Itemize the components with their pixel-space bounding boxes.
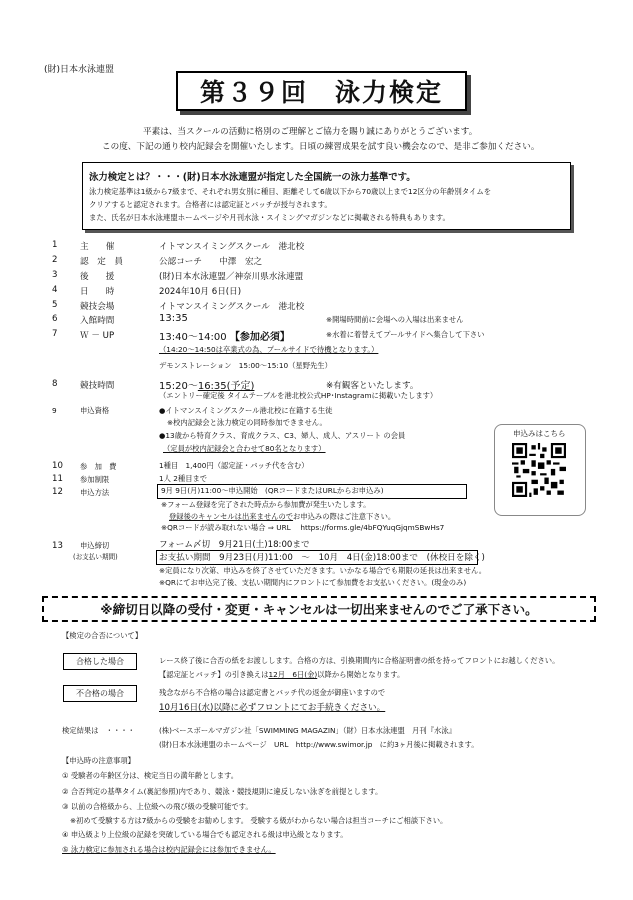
item-value: 2024年10月 6日(日) — [159, 287, 242, 297]
item-label: 申込方法 — [80, 488, 110, 497]
item-value: 公認コーチ 中澤 宏之 — [159, 257, 263, 267]
results-section-heading: 【検定の合否について】 — [62, 631, 143, 640]
eligibility-line: （定員が校内記録会と合わせて80名となります） — [163, 444, 326, 453]
deadline-note: ※定員になり次第、申込みを終了させていただきます。いかなる場合でも期限の延長は出来ません。 — [159, 566, 487, 575]
item-value: イトマンスイミングスクール 港北校 — [159, 242, 305, 252]
pass-label: 合格した場合 — [76, 657, 124, 666]
item-number: 12 — [52, 487, 63, 497]
intro-line-2: この度、下記の通り校内記録会を開催いたします。日頃の練習成果を試す良い機会なので、是非ご参加ください。 — [102, 142, 540, 152]
item-number: 8 — [52, 379, 58, 389]
warmup-sub-note: （14:20～14:50は卒業式の為、プールサイドで待機となります。） — [159, 345, 379, 354]
item-number: 5 — [52, 300, 58, 310]
cancellation-banner-text: ※締切日以降の受付・変更・キャンセルは一切出来ませんのでご了承下さい。 — [100, 602, 538, 617]
about-line-2: クリアすると認定されます。合格者には認定証とバッチが授与されます。 — [89, 200, 332, 209]
publish-line-2: (財)日本水泳連盟のホームページ URL http://www.swimor.jp に約3ヶ月後に掲載されます。 — [159, 740, 479, 749]
application-url[interactable]: ※QRコードが読み取れない場合 ⇒ URL https://forms.gle/4bFQYuqGjqmSBwHs7 — [161, 523, 445, 532]
warmup-time: 13:40～14:00 【参加必須】 — [159, 332, 290, 343]
about-heading: 泳力検定とは？・・・(財)日本水泳連盟が指定した全国統一の泳力基準です。 — [89, 172, 416, 183]
about-line-3: また、氏名が日本水泳連盟ホームページや月刊水泳・スイミングマガジンなどに掲載される特典もあります。 — [89, 213, 450, 222]
publish-line-1: (株)ベースボールマガジン社「SWIMMING MAGAZIN」（財）日本水泳連盟 月刊『水泳』 — [159, 726, 456, 735]
competition-time: 15:20～16:35(予定) — [159, 381, 255, 392]
note-item: ③ 以前の合格級から、上位級への飛び級の受験可能です。 — [62, 802, 253, 811]
eligibility-line: ●イトマンスイミングスクール港北校に在籍する生徒 — [159, 406, 333, 415]
item-label: 参加制限 — [80, 475, 110, 484]
limit-value: 1人 2種目まで — [159, 474, 208, 483]
form-deadline: フォーム〆切 9月21日(土)18:00まで — [159, 540, 310, 550]
note-item: ② 合否判定の基準タイム(裏記参照)内であり、競泳・競技規則に違反しない泳ぎを前提とします。 — [62, 787, 383, 796]
fail-label-box — [63, 685, 137, 702]
item-label: 入館時間 — [80, 316, 115, 326]
item-value: イトマンスイミングスクール 港北校 — [159, 302, 305, 312]
organization-name: (財)日本水泳連盟 — [44, 65, 115, 75]
item-label-sub: (お支払い期間) — [73, 553, 118, 561]
entry-time: 13:35 — [159, 313, 188, 324]
note-item: ※初めて受験する方は7級からの受験をお勧めします。 受験する級がわからない場合は担当コーチにご相談下さい。 — [70, 816, 448, 825]
item-label: 後 援 — [80, 272, 115, 282]
note-item: ④ 申込級より上位級の記録を突破している場合でも認定される級は申込級となります。 — [62, 830, 348, 839]
demonstration: デモンストレーション 15:00～15:10（星野先生） — [159, 361, 332, 370]
item-number: 4 — [52, 285, 58, 295]
item-number: 1 — [52, 240, 58, 250]
item-label: 参 加 費 — [80, 462, 117, 471]
fee-value: 1種目 1,400円（認定証・バッチ代を含む） — [159, 461, 309, 470]
note-item: ⑤ 泳力検定に参加される場合は校内記録会には参加できません。 — [62, 845, 276, 854]
deadline-note: ※QRにてお申込完了後、支払い期間内にフロントにて参加費をお支払いください。(現金のみ) — [159, 578, 467, 587]
item-label: 申込資格 — [80, 406, 110, 415]
item-number: 11 — [52, 474, 63, 484]
item-number: 3 — [52, 270, 58, 280]
eligibility-line: ●13歳から特育クラス、育成クラス、C3、婦人、成人、アスリート の会員 — [159, 431, 406, 440]
fail-line-2: 10月16日(水)以降に必ずフロントにてお手続きください。 — [159, 703, 386, 713]
eligibility-line: ※校内記録会と泳力検定の同時参加できません。 — [167, 418, 327, 427]
item-value: (財)日本水泳連盟／神奈川県水泳連盟 — [159, 272, 304, 282]
item-number: 7 — [52, 329, 58, 339]
payment-period: お支払い期間 9月23日(月)11:00 ～ 10月 4日(金)18:00まで (休校日を除く) — [159, 553, 485, 563]
pass-line-2: 【認定証とバッチ】の引き換えは12月 6日(金)以降から開始となります。 — [159, 670, 405, 679]
item-label: 主 催 — [80, 242, 115, 252]
item-number: 10 — [52, 461, 63, 471]
item-number: 6 — [52, 314, 58, 324]
application-note: ※フォーム登録を完了された時点から参加費が発生いたします。 — [161, 500, 371, 509]
application-start: 9月 9日(月)11:00～申込開始 (QRコードまたはURLからお申込み) — [161, 486, 384, 495]
note-item: ① 受験者の年齢区分は、検定当日の満年齢とします。 — [62, 771, 239, 780]
page-title: 第３９回 泳力検定 — [199, 78, 443, 107]
item-label: 認 定 員 — [80, 257, 123, 267]
item-label: 競技会場 — [80, 302, 115, 312]
timetable-note: （エントリー確定後 タイムテーブルを港北校公式HP･Instagramに掲載いたします） — [159, 391, 438, 400]
item-number: 13 — [52, 541, 63, 551]
item-number: 9 — [52, 406, 57, 415]
competition-note: ※有観客といたします。 — [326, 381, 419, 391]
item-label: Ｗ － UP — [80, 331, 115, 341]
about-line-1: 泳力検定基準は1級から7級まで、それぞれ男女別に種目、距離そして6歳以下から70歳以上まで12区分の年齢別タイムを — [89, 187, 492, 196]
fail-label: 不合格の場合 — [76, 689, 124, 698]
item-label: 申込締切 — [80, 541, 110, 550]
item-label: 日 時 — [80, 287, 115, 297]
about-box — [82, 162, 571, 230]
item-number: 2 — [52, 255, 58, 265]
publish-label: 検定結果は ・・・・ — [62, 726, 135, 735]
pass-label-box — [63, 653, 137, 670]
pass-line-1: レース終了後に合否の紙をお渡しします。合格の方は、引換期間内に合格証明書の紙を持ってフロントにお越しください。 — [159, 656, 560, 665]
warmup-note: ※水着に着替えてプールサイドへ集合して下さい — [326, 330, 485, 339]
cancellation-banner — [42, 596, 596, 622]
qr-code-icon[interactable] — [512, 443, 566, 497]
entry-note: ※開場時間前に会場への入場は出来ません — [326, 315, 464, 324]
application-note: 登録後のキャンセルは出来ませんのでお申込みの際はご注意下さい。 — [169, 512, 396, 521]
intro-line-1: 平素は、当スクールの活動に格別のご理解とご協力を賜り誠にありがとうございます。 — [143, 127, 478, 137]
item-label: 競技時間 — [80, 381, 115, 391]
fail-line-1: 残念ながら不合格の場合は認定書とバッチ代の返金が御座いますので — [159, 688, 386, 697]
qr-label: 申込みはこちら — [513, 429, 566, 438]
notes-heading: 【申込時の注意事項】 — [62, 756, 135, 765]
page-title-box — [176, 71, 467, 111]
